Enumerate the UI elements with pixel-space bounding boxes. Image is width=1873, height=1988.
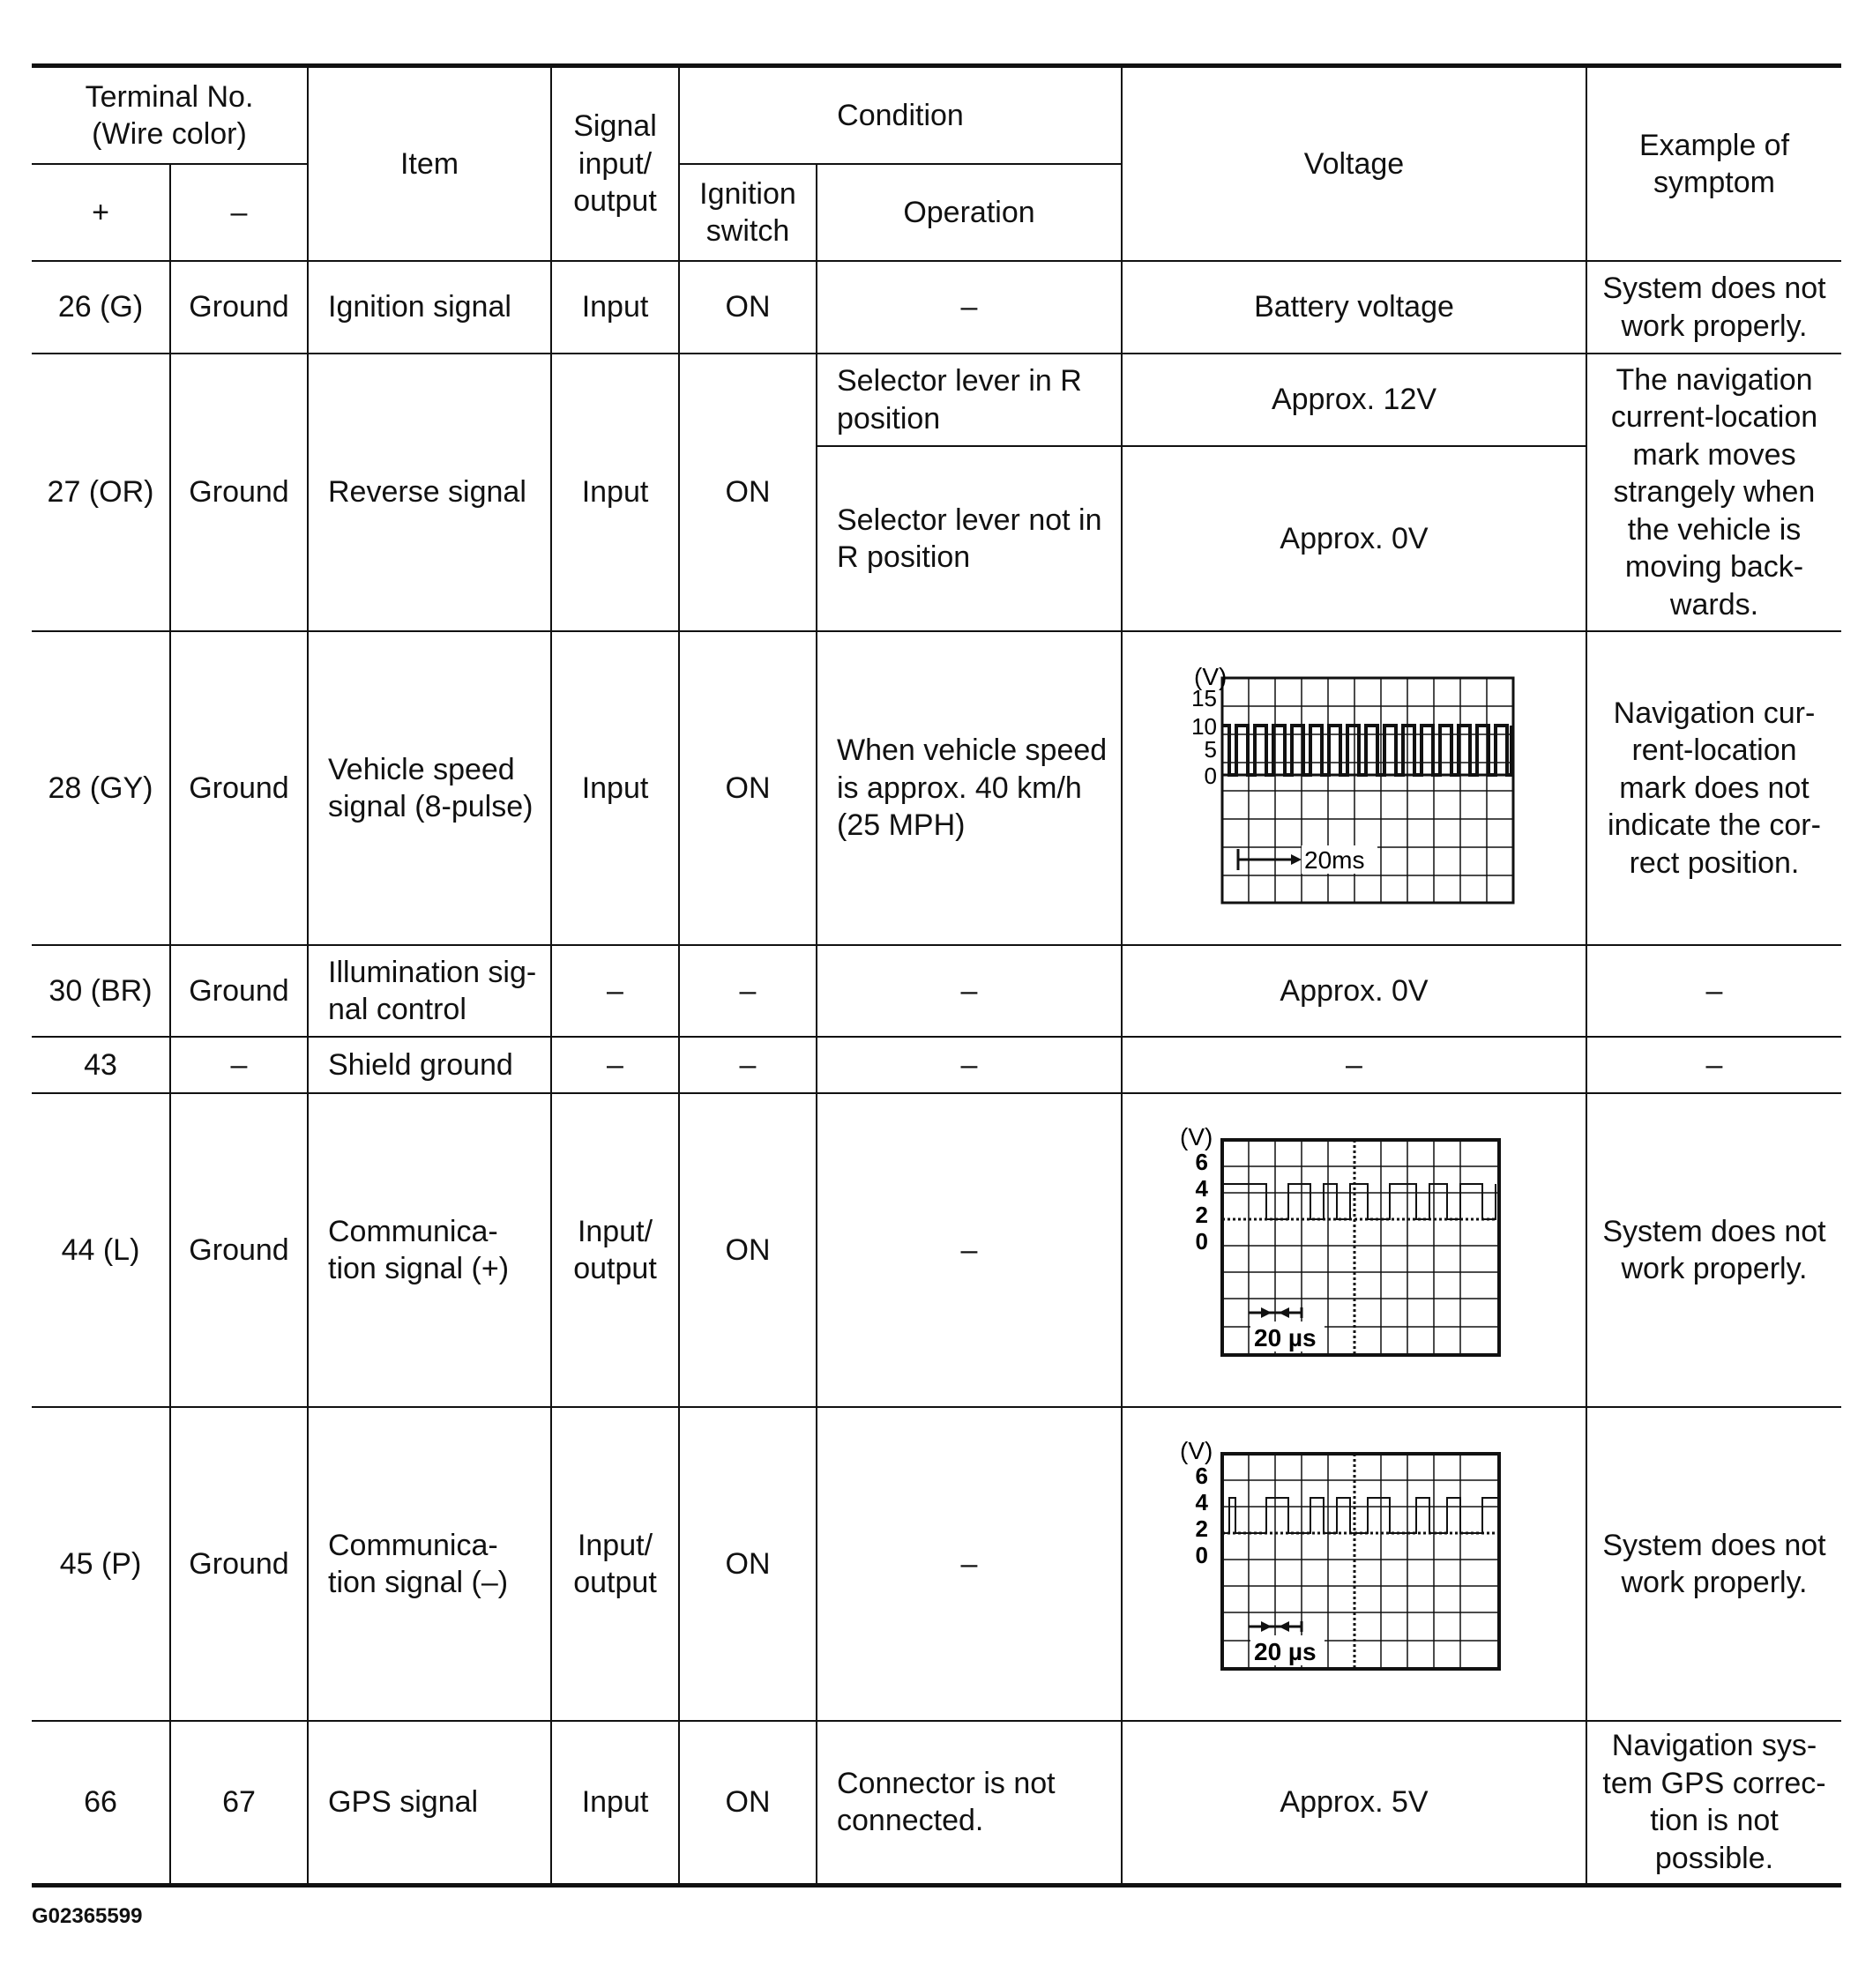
cell-voltage: – [1122,1037,1586,1093]
header-symptom: Example of symptom [1586,66,1841,262]
comm-minus-tick: 2 [1195,1515,1208,1542]
figure-id: G02365599 [32,1904,143,1928]
cell-signal: Input [551,354,679,631]
cell-item: Shield ground [308,1037,551,1093]
cell-ignition: ON [679,1721,817,1885]
cell-plus: 44 (L) [32,1093,170,1407]
cell-signal: Input/ output [551,1407,679,1721]
cell-minus: Ground [170,261,308,354]
cell-item: Reverse signal [308,354,551,631]
comm-plus-unit: (V) [1179,1123,1213,1150]
table-row [32,945,1841,1037]
cell-signal: Input [551,631,679,945]
comm-plus-timebase: 20 µs [1253,1324,1317,1351]
cell-voltage-scope [1122,1407,1586,1721]
cell-operation: When vehicle speed is approx. 40 km/h (25 MPH) [817,631,1122,945]
cell-voltage: Battery voltage [1122,261,1586,354]
cell-symptom: The navigation current-location mark moves strangely when the vehicle is moving back- wards. [1586,354,1841,631]
header-voltage: Voltage [1122,66,1586,262]
cell-signal: Input [551,1721,679,1885]
cell-item: Ignition signal [308,261,551,354]
cell-signal: – [551,1037,679,1093]
cell-minus: 67 [170,1721,308,1885]
speed-scope-tick: 0 [1204,763,1217,789]
cell-minus: Ground [170,1093,308,1407]
cell-operation: – [817,261,1122,354]
comm-plus-tick: 2 [1195,1202,1208,1228]
cell-voltage-scope [1122,1093,1586,1407]
cell-plus: 26 (G) [32,261,170,354]
cell-ignition: ON [679,261,817,354]
cell-ignition: ON [679,631,817,945]
cell-item: Vehicle speed signal (8-pulse) [308,631,551,945]
comm-plus-tick: 6 [1195,1149,1208,1175]
cell-symptom: – [1586,945,1841,1037]
cell-operation: Selector lever in R position [817,354,1122,446]
comm-minus-unit: (V) [1179,1437,1213,1464]
cell-voltage: Approx. 0V [1122,446,1586,631]
header-minus: – [170,164,308,261]
cell-operation: Selector lever not in R position [817,446,1122,631]
cell-voltage: Approx. 5V [1122,1721,1586,1885]
comm-plus-tick: 0 [1195,1228,1208,1255]
cell-operation: – [817,1093,1122,1407]
speed-scope-timebase: 20ms [1303,846,1364,874]
cell-voltage: Approx. 12V [1122,354,1586,446]
speed-scope-tick: 15 [1190,685,1217,711]
cell-operation: – [817,945,1122,1037]
header-condition: Condition [679,66,1122,165]
cell-ignition: ON [679,1093,817,1407]
cell-item: Communica- tion signal (–) [308,1407,551,1721]
speed-scope-tick: 10 [1190,713,1217,740]
cell-symptom: System does not work properly. [1586,1093,1841,1407]
cell-item: Illumination sig- nal control [308,945,551,1037]
cell-operation: – [817,1407,1122,1721]
cell-plus: 43 [32,1037,170,1093]
header-row-1 [32,66,1841,165]
speed-signal-waveform [1178,660,1531,916]
cell-operation: Connector is not connected. [817,1721,1122,1885]
table-row [32,1407,1841,1721]
comm-minus-tick: 4 [1195,1489,1208,1515]
speed-scope-unit: (V) [1193,663,1227,690]
cell-symptom: System does not work properly. [1586,261,1841,354]
cell-ignition: – [679,1037,817,1093]
comm-minus-tick: 0 [1195,1542,1208,1568]
table-row [32,1037,1841,1093]
cell-ignition: ON [679,354,817,631]
cell-operation: – [817,1037,1122,1093]
cell-plus: 45 (P) [32,1407,170,1721]
comm-minus-timebase: 20 µs [1253,1638,1317,1665]
cell-symptom: System does not work properly. [1586,1407,1841,1721]
table-row [32,354,1841,446]
comm-plus-waveform [1178,1122,1531,1378]
cell-minus: Ground [170,1407,308,1721]
cell-plus: 30 (BR) [32,945,170,1037]
cell-ignition: – [679,945,817,1037]
terminal-table [32,63,1841,1887]
header-operation: Operation [817,164,1122,261]
table-row [32,631,1841,945]
header-item: Item [308,66,551,262]
header-plus: + [32,164,170,261]
table-row [32,261,1841,354]
table-row [32,1093,1841,1407]
cell-minus: – [170,1037,308,1093]
header-terminal: Terminal No. (Wire color) [32,66,308,165]
header-signal: Signal input/ output [551,66,679,262]
cell-signal: – [551,945,679,1037]
cell-minus: Ground [170,354,308,631]
comm-minus-tick: 6 [1195,1463,1208,1489]
cell-item: GPS signal [308,1721,551,1885]
header-ignition: Ignition switch [679,164,817,261]
cell-symptom: – [1586,1037,1841,1093]
cell-symptom: Navigation cur- rent-location mark does not indicate the cor- rect position. [1586,631,1841,945]
cell-minus: Ground [170,945,308,1037]
cell-signal: Input [551,261,679,354]
cell-plus: 27 (OR) [32,354,170,631]
comm-plus-tick: 4 [1195,1175,1208,1202]
cell-minus: Ground [170,631,308,945]
cell-item: Communica- tion signal (+) [308,1093,551,1407]
cell-voltage: Approx. 0V [1122,945,1586,1037]
cell-signal: Input/ output [551,1093,679,1407]
table-row [32,1721,1841,1885]
cell-plus: 66 [32,1721,170,1885]
cell-plus: 28 (GY) [32,631,170,945]
cell-symptom: Navigation sys- tem GPS correc- tion is not possible. [1586,1721,1841,1885]
cell-voltage-scope [1122,631,1586,945]
cell-ignition: ON [679,1407,817,1721]
speed-scope-tick: 5 [1204,736,1217,763]
terminal-table-wrapper [32,63,1841,1887]
comm-minus-waveform [1178,1436,1531,1692]
